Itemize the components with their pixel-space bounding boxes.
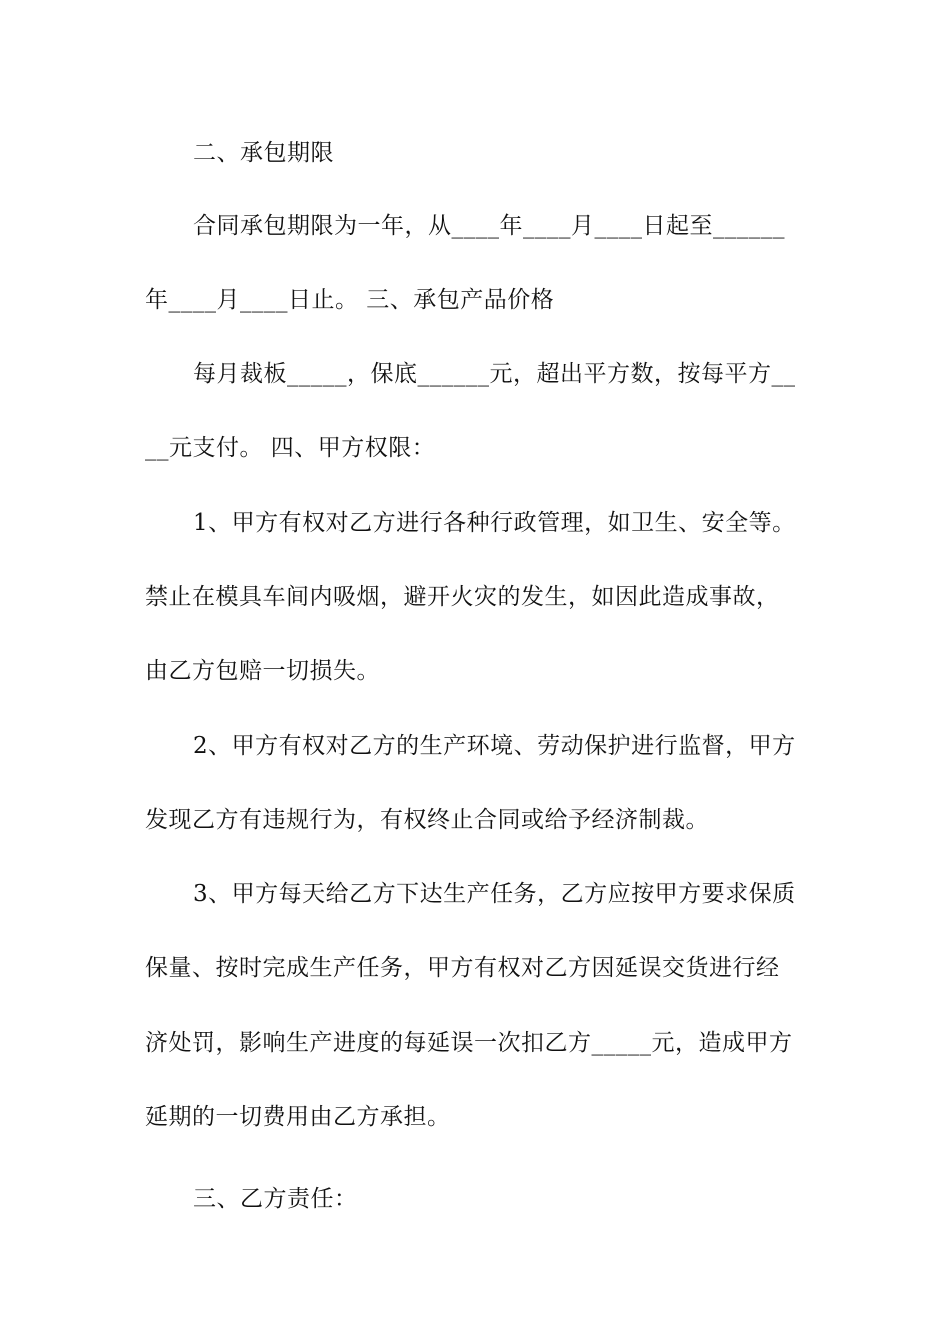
paragraph-line: 年____月____日止。 三、承包产品价格 <box>145 287 555 313</box>
paragraph-line: 由乙方包赔一切损失。 <box>145 658 380 684</box>
paragraph-line: 延期的一切费用由乙方承担。 <box>145 1104 451 1130</box>
paragraph-line: __元支付。 四、甲方权限： <box>145 435 436 461</box>
section-heading-contract-term: 二、承包期限 <box>193 140 334 166</box>
paragraph-line: 济处罚，影响生产进度的每延误一次扣乙方_____元，造成甲方 <box>145 1030 793 1056</box>
section-heading-party-b-responsibility: 三、乙方责任： <box>193 1186 358 1212</box>
paragraph-line: 禁止在模具车间内吸烟，避开火灾的发生，如因此造成事故， <box>145 584 780 610</box>
paragraph-line: 每月裁板_____，保底______元，超出平方数，按每平方__ <box>193 361 796 387</box>
paragraph-line: 保量、按时完成生产任务，甲方有权对乙方因延误交货进行经 <box>145 955 780 981</box>
paragraph-line: 1、甲方有权对乙方进行各种行政管理，如卫生、安全等。 <box>193 510 796 536</box>
paragraph-line: 发现乙方有违规行为，有权终止合同或给予经济制裁。 <box>145 807 709 833</box>
paragraph-line: 合同承包期限为一年，从____年____月____日起至______ <box>193 213 785 239</box>
paragraph-line: 2、甲方有权对乙方的生产环境、劳动保护进行监督，甲方 <box>193 733 796 759</box>
paragraph-line: 3、甲方每天给乙方下达生产任务，乙方应按甲方要求保质 <box>193 881 796 907</box>
